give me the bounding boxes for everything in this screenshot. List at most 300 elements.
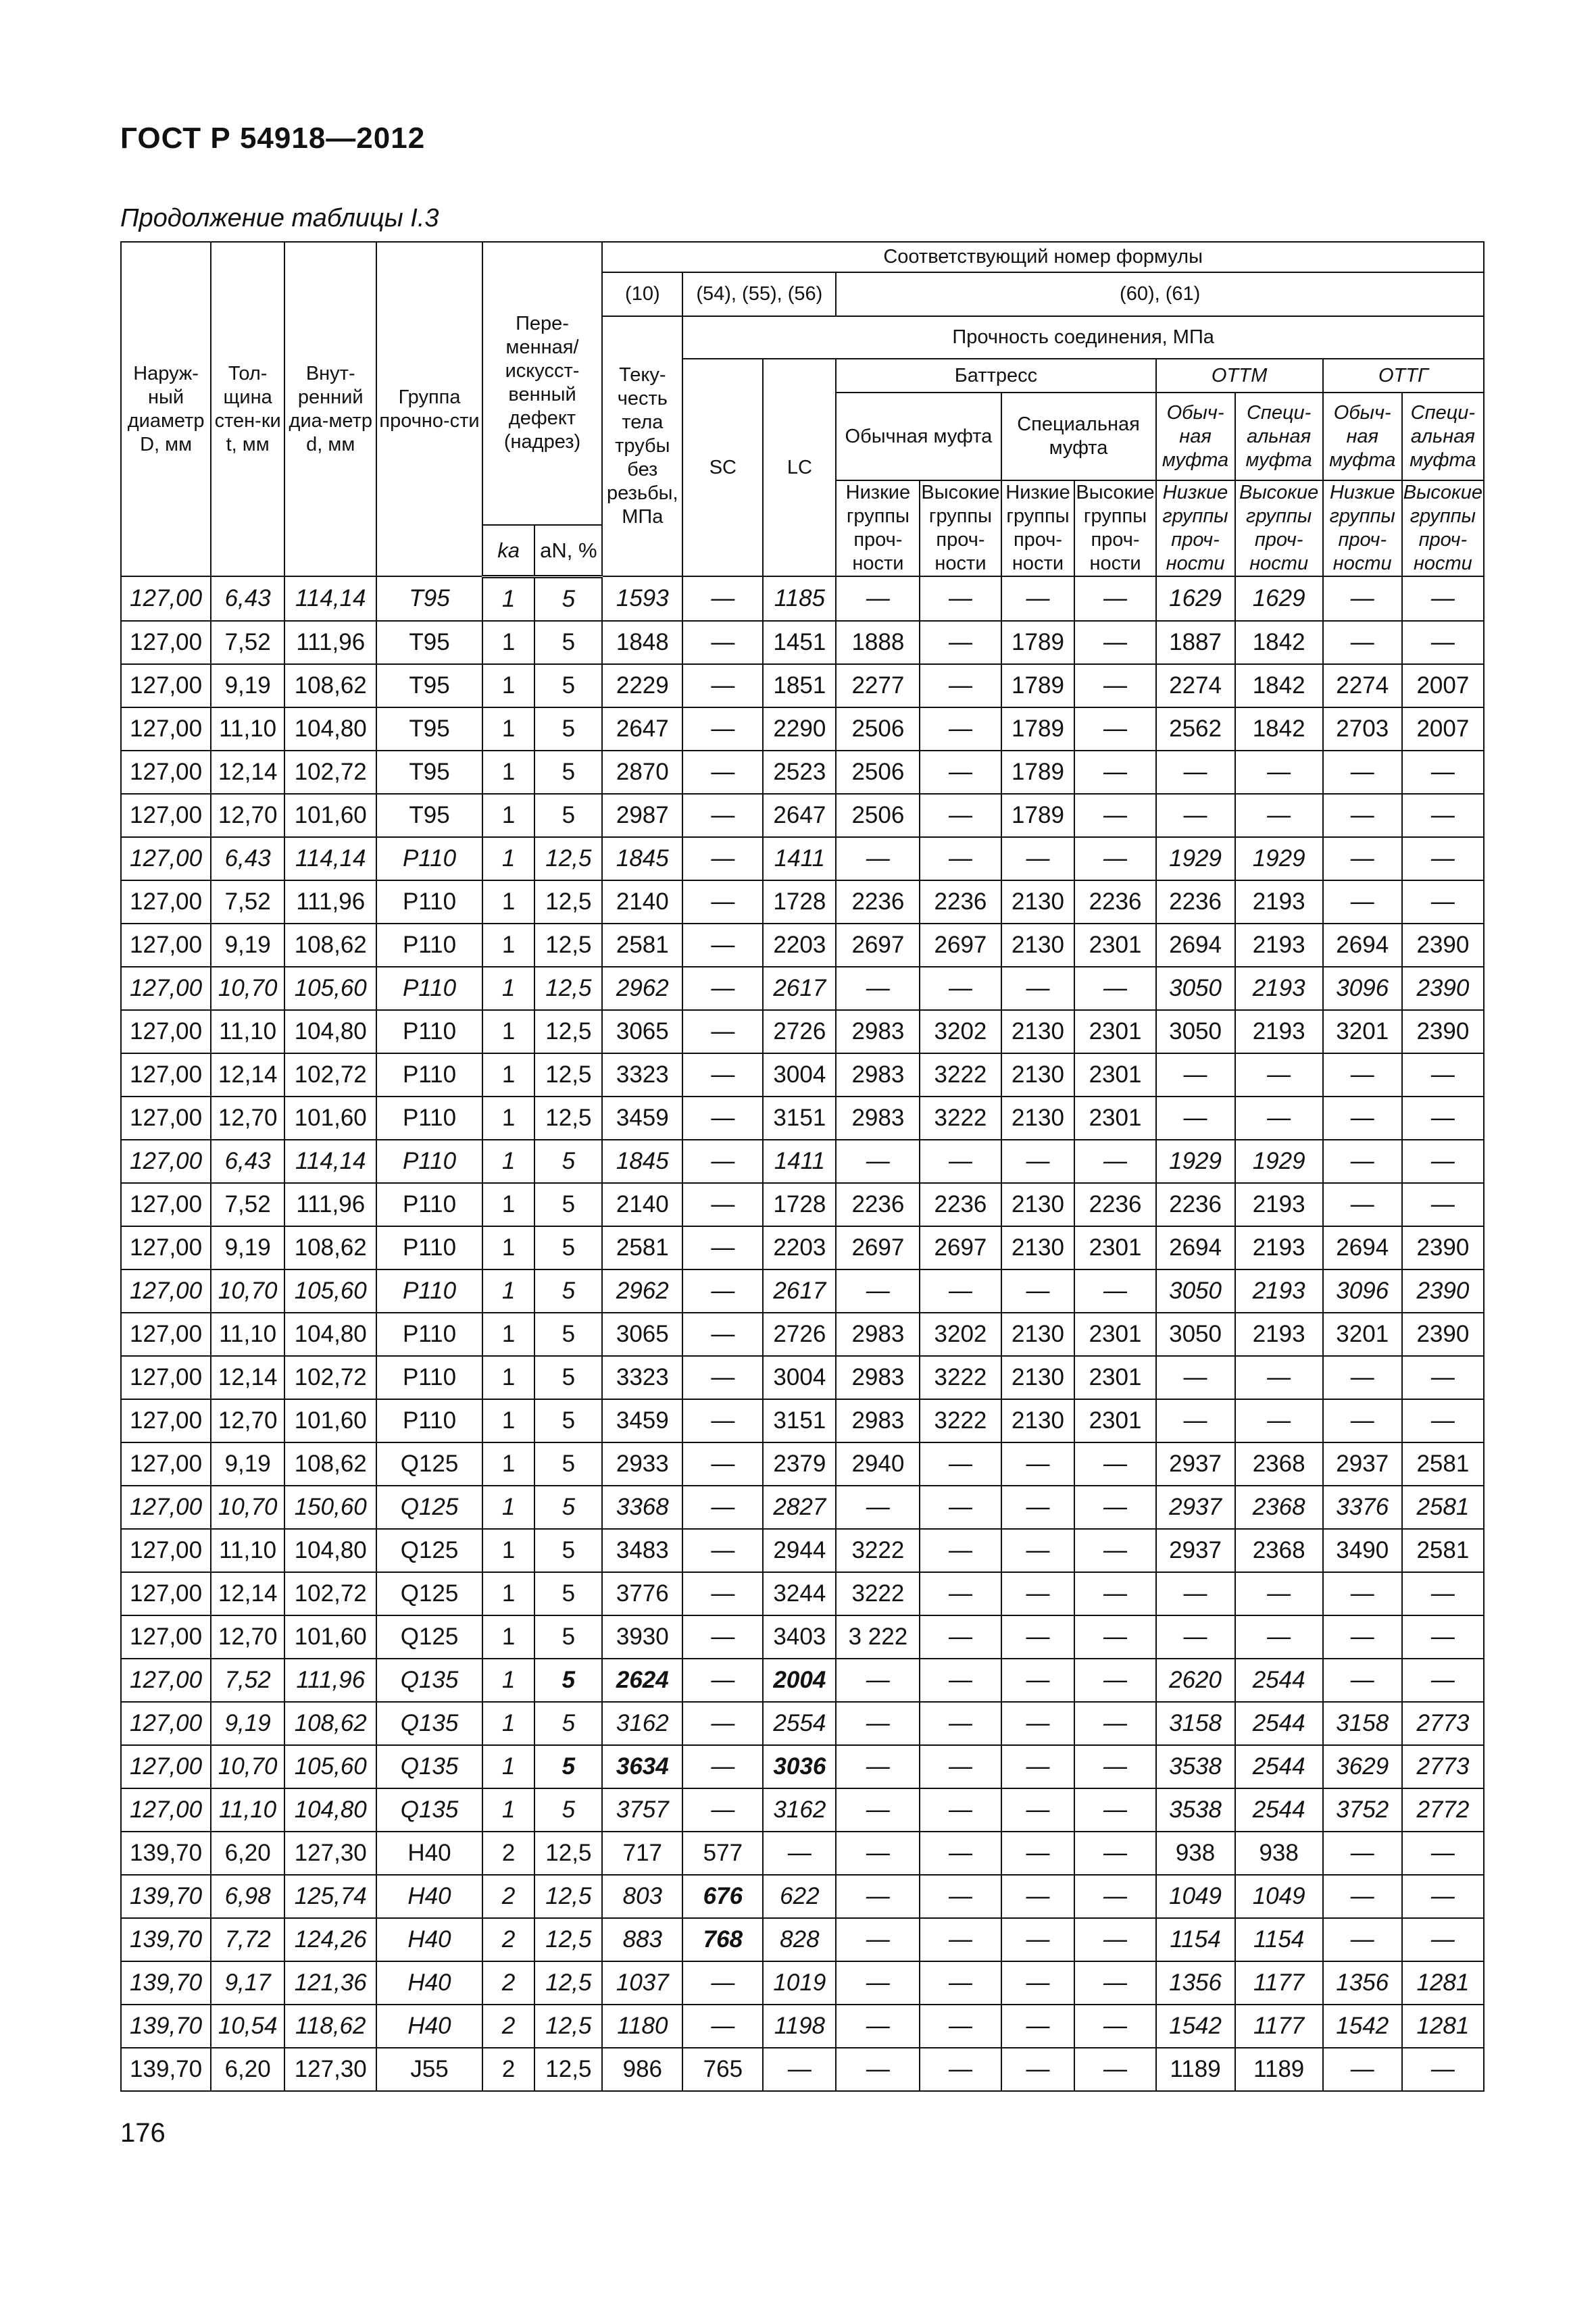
table-row: [121, 1269, 1484, 1313]
table-cell: 2697: [920, 1226, 1001, 1269]
table-cell: 12,5: [534, 1875, 602, 1918]
table-cell: 12,70: [211, 794, 284, 837]
col-header-ottm-special: Специ-альная муфта: [1235, 393, 1323, 480]
table-cell: 2870: [602, 751, 682, 794]
col-header-lc: LC: [763, 359, 836, 576]
table-cell: —: [1074, 576, 1155, 621]
table-cell: 3050: [1156, 1313, 1235, 1356]
table-cell: —: [1074, 794, 1155, 837]
table-cell: —: [682, 1788, 763, 1832]
table-cell: —: [682, 621, 763, 664]
table-cell: P110: [376, 1226, 482, 1269]
table-cell: 1789: [1001, 664, 1075, 707]
table-cell: —: [1402, 576, 1484, 621]
table-cell: 1542: [1323, 2005, 1402, 2048]
table-cell: —: [682, 1140, 763, 1183]
table-cell: —: [1402, 1097, 1484, 1140]
table-cell: 2772: [1402, 1788, 1484, 1832]
table-cell: —: [1074, 2048, 1155, 2091]
table-cell: —: [1001, 1702, 1075, 1745]
table-cell: —: [1001, 1788, 1075, 1832]
table-cell: —: [1402, 1659, 1484, 1702]
table-cell: —: [1074, 1529, 1155, 1572]
table-cell: 2301: [1074, 924, 1155, 967]
table-cell: —: [682, 664, 763, 707]
table-cell: —: [920, 1659, 1001, 1702]
table-cell: 104,80: [284, 1788, 376, 1832]
table-cell: 2140: [602, 1183, 682, 1226]
table-cell: 127,30: [284, 2048, 376, 2091]
table-cell: 2581: [1402, 1442, 1484, 1486]
table-cell: 2983: [836, 1313, 920, 1356]
table-cell: 139,70: [121, 2048, 211, 2091]
table-cell: 1: [482, 794, 535, 837]
table-cell: 127,00: [121, 880, 211, 924]
table-cell: —: [1323, 1875, 1402, 1918]
table-cell: —: [1402, 1053, 1484, 1097]
table-cell: T95: [376, 707, 482, 751]
table-row: [121, 1097, 1484, 1140]
table-cell: 1: [482, 837, 535, 880]
table-cell: 2236: [836, 1183, 920, 1226]
table-cell: —: [1001, 2005, 1075, 2048]
table-cell: 9,19: [211, 1702, 284, 1745]
table-cell: 5: [534, 1572, 602, 1615]
table-cell: 108,62: [284, 664, 376, 707]
table-cell: 2697: [836, 924, 920, 967]
table-cell: 1154: [1156, 1918, 1235, 1961]
table-cell: —: [836, 1832, 920, 1875]
table-cell: 1356: [1156, 1961, 1235, 2005]
table-cell: 12,5: [534, 2005, 602, 2048]
table-cell: 1: [482, 1572, 535, 1615]
table-cell: 3776: [602, 1572, 682, 1615]
table-cell: 3151: [763, 1399, 836, 1442]
table-cell: 2004: [763, 1659, 836, 1702]
table-cell: 2130: [1001, 1183, 1075, 1226]
table-cell: 12,5: [534, 1832, 602, 1875]
table-cell: 1189: [1235, 2048, 1323, 2091]
table-cell: 2: [482, 2005, 535, 2048]
table-cell: 2236: [1156, 880, 1235, 924]
table-cell: 3158: [1323, 1702, 1402, 1745]
table-cell: 2624: [602, 1659, 682, 1702]
table-cell: 2236: [1074, 1183, 1155, 1226]
table-cell: 3459: [602, 1097, 682, 1140]
table-cell: P110: [376, 1010, 482, 1053]
table-cell: 105,60: [284, 967, 376, 1010]
table-cell: 1: [482, 1356, 535, 1399]
table-cell: 10,70: [211, 1745, 284, 1788]
table-row: [121, 967, 1484, 1010]
table-cell: 1: [482, 1788, 535, 1832]
table-cell: P110: [376, 880, 482, 924]
table-cell: —: [1001, 1659, 1075, 1702]
table-cell: 7,72: [211, 1918, 284, 1961]
table-cell: —: [1001, 1961, 1075, 2005]
table-cell: 1: [482, 924, 535, 967]
table-cell: 2: [482, 2048, 535, 2091]
table-cell: 3096: [1323, 967, 1402, 1010]
table-cell: 1842: [1235, 621, 1323, 664]
table-cell: 3036: [763, 1745, 836, 1788]
table-cell: 2368: [1235, 1486, 1323, 1529]
table-cell: 127,00: [121, 1615, 211, 1659]
table-cell: —: [836, 1659, 920, 1702]
table-cell: —: [763, 1832, 836, 1875]
table-cell: —: [920, 2005, 1001, 2048]
table-row: [121, 2005, 1484, 2048]
table-cell: 3222: [836, 1529, 920, 1572]
table-cell: 3757: [602, 1788, 682, 1832]
table-cell: 3483: [602, 1529, 682, 1572]
col-header-wall-thickness: Тол-щина стен-ки t, мм: [211, 242, 284, 576]
table-cell: 127,00: [121, 1269, 211, 1313]
col-header-ottm: ОТТМ: [1156, 359, 1323, 393]
table-cell: H40: [376, 1918, 482, 1961]
table-cell: 2301: [1074, 1053, 1155, 1097]
table-cell: 3752: [1323, 1788, 1402, 1832]
table-cell: 3004: [763, 1053, 836, 1097]
table-cell: H40: [376, 1832, 482, 1875]
table-cell: —: [1323, 1918, 1402, 1961]
table-row: [121, 664, 1484, 707]
table-cell: 127,00: [121, 1226, 211, 1269]
table-cell: 2130: [1001, 1399, 1075, 1442]
table-cell: 1154: [1235, 1918, 1323, 1961]
table-cell: —: [1235, 1615, 1323, 1659]
table-cell: —: [1001, 2048, 1075, 2091]
table-cell: 2140: [602, 880, 682, 924]
table-cell: 12,5: [534, 1097, 602, 1140]
table-cell: 938: [1235, 1832, 1323, 1875]
table-cell: 1037: [602, 1961, 682, 2005]
table-cell: 2130: [1001, 1053, 1075, 1097]
col-header-ottg-special: Специ-альная муфта: [1402, 393, 1484, 480]
table-cell: H40: [376, 1875, 482, 1918]
table-cell: —: [920, 1486, 1001, 1529]
table-cell: 2007: [1402, 707, 1484, 751]
table-cell: 127,00: [121, 794, 211, 837]
table-cell: —: [836, 1702, 920, 1745]
table-cell: 1629: [1235, 576, 1323, 621]
table-cell: 3490: [1323, 1529, 1402, 1572]
table-cell: 108,62: [284, 1226, 376, 1269]
table-cell: 1: [482, 967, 535, 1010]
table-cell: 1: [482, 751, 535, 794]
table-cell: 111,96: [284, 880, 376, 924]
table-cell: P110: [376, 1399, 482, 1442]
table-cell: 938: [1156, 1832, 1235, 1875]
table-caption: Продолжение таблицы I.3: [120, 204, 439, 232]
page-number: 176: [120, 2118, 166, 2148]
table-cell: 3162: [602, 1702, 682, 1745]
table-cell: 5: [534, 794, 602, 837]
table-cell: 3222: [920, 1399, 1001, 1442]
table-cell: —: [1235, 1053, 1323, 1097]
table-cell: —: [1156, 1399, 1235, 1442]
table-cell: 3930: [602, 1615, 682, 1659]
table-cell: —: [682, 1097, 763, 1140]
table-cell: —: [763, 2048, 836, 2091]
table-cell: P110: [376, 924, 482, 967]
table-cell: 6,20: [211, 2048, 284, 2091]
table-cell: —: [920, 1875, 1001, 1918]
table-cell: 986: [602, 2048, 682, 2091]
col-header-body-yield: Теку-честь тела трубы без резьбы, МПа: [602, 316, 682, 576]
table-cell: —: [1323, 1053, 1402, 1097]
table-cell: 121,36: [284, 1961, 376, 2005]
table-cell: —: [1001, 1269, 1075, 1313]
table-cell: 3065: [602, 1010, 682, 1053]
table-cell: 127,00: [121, 1313, 211, 1356]
table-cell: 717: [602, 1832, 682, 1875]
table-cell: —: [1001, 1832, 1075, 1875]
table-cell: P110: [376, 1183, 482, 1226]
table-cell: 2390: [1402, 1226, 1484, 1269]
table-cell: 127,00: [121, 1399, 211, 1442]
table-cell: 9,19: [211, 1226, 284, 1269]
table-cell: —: [1074, 1875, 1155, 1918]
table-cell: —: [1402, 1875, 1484, 1918]
table-cell: —: [682, 1486, 763, 1529]
table-cell: 127,30: [284, 1832, 376, 1875]
table-cell: 2193: [1235, 967, 1323, 1010]
table-cell: 3376: [1323, 1486, 1402, 1529]
table-cell: —: [836, 1745, 920, 1788]
table-cell: —: [682, 1399, 763, 1442]
table-cell: 12,5: [534, 837, 602, 880]
table-cell: —: [1001, 576, 1075, 621]
table-cell: —: [682, 1961, 763, 2005]
col-header-ka: kа: [482, 525, 535, 576]
table-cell: —: [1402, 880, 1484, 924]
table-cell: 11,10: [211, 707, 284, 751]
table-cell: —: [1001, 837, 1075, 880]
table-cell: —: [682, 707, 763, 751]
table-cell: 2523: [763, 751, 836, 794]
table-cell: 1789: [1001, 751, 1075, 794]
col-header-high-group: Высокие группы проч-ности: [920, 480, 1001, 576]
table-cell: 1: [482, 1269, 535, 1313]
table-cell: —: [1323, 1140, 1402, 1183]
table-cell: 2274: [1156, 664, 1235, 707]
table-cell: 3201: [1323, 1313, 1402, 1356]
table-cell: —: [1323, 2048, 1402, 2091]
table-cell: 7,52: [211, 1659, 284, 1702]
table-cell: 1845: [602, 1140, 682, 1183]
table-cell: —: [920, 576, 1001, 621]
table-cell: Q125: [376, 1486, 482, 1529]
table-cell: 2562: [1156, 707, 1235, 751]
col-header-defect: Пере-менная/ искусст-венный дефект (надрез): [482, 242, 603, 525]
table-cell: 2647: [602, 707, 682, 751]
table-cell: —: [682, 837, 763, 880]
table-cell: 3222: [836, 1572, 920, 1615]
table-cell: 124,26: [284, 1918, 376, 1961]
col-header-low-group: Низкие группы проч-ности: [836, 480, 920, 576]
table-cell: 1542: [1156, 2005, 1235, 2048]
table-cell: 2390: [1402, 1313, 1484, 1356]
table-cell: 12,70: [211, 1399, 284, 1442]
table-row: [121, 1572, 1484, 1615]
col-header-strength-group: Группа прочно-сти: [376, 242, 482, 576]
table-cell: 2983: [836, 1399, 920, 1442]
table-cell: 1: [482, 1442, 535, 1486]
table-cell: 2581: [1402, 1486, 1484, 1529]
table-cell: 6,43: [211, 837, 284, 880]
table-cell: 9,19: [211, 924, 284, 967]
table-cell: —: [1323, 837, 1402, 880]
table-cell: —: [836, 967, 920, 1010]
table-cell: —: [1323, 1659, 1402, 1702]
table-cell: —: [1074, 1832, 1155, 1875]
table-cell: 3222: [920, 1053, 1001, 1097]
table-cell: —: [920, 1572, 1001, 1615]
table-row: [121, 1226, 1484, 1269]
table-cell: 2827: [763, 1486, 836, 1529]
table-cell: —: [682, 794, 763, 837]
table-row: [121, 1486, 1484, 1529]
table-cell: 2983: [836, 1010, 920, 1053]
table-cell: 2229: [602, 664, 682, 707]
table-cell: 5: [534, 1486, 602, 1529]
table-cell: 1281: [1402, 2005, 1484, 2048]
table-cell: 127,00: [121, 837, 211, 880]
table-cell: 1842: [1235, 707, 1323, 751]
table-cell: 102,72: [284, 1053, 376, 1097]
table-cell: —: [682, 1529, 763, 1572]
table-cell: —: [1074, 967, 1155, 1010]
table-cell: 2130: [1001, 1356, 1075, 1399]
table-cell: —: [1001, 1875, 1075, 1918]
table-cell: 127,00: [121, 576, 211, 621]
table-cell: 5: [534, 1269, 602, 1313]
table-cell: 127,00: [121, 621, 211, 664]
table-cell: 3201: [1323, 1010, 1402, 1053]
table-cell: 1: [482, 1399, 535, 1442]
table-cell: 1593: [602, 576, 682, 621]
table-cell: —: [1402, 1399, 1484, 1442]
table-cell: 102,72: [284, 1572, 376, 1615]
col-header-low-group: Низкие группы проч-ности: [1156, 480, 1235, 576]
table-cell: 12,14: [211, 1572, 284, 1615]
table-cell: 139,70: [121, 1832, 211, 1875]
table-cell: 12,5: [534, 2048, 602, 2091]
col-header-special-coupling: Специальная муфта: [1001, 393, 1156, 480]
col-header-ottg-regular: Обыч-ная муфта: [1323, 393, 1402, 480]
table-cell: 2554: [763, 1702, 836, 1745]
table-row: [121, 1875, 1484, 1918]
table-cell: 102,72: [284, 1356, 376, 1399]
table-cell: 676: [682, 1875, 763, 1918]
table-cell: 2697: [836, 1226, 920, 1269]
table-cell: 2193: [1235, 924, 1323, 967]
table-cell: 2193: [1235, 1010, 1323, 1053]
table-cell: —: [1323, 621, 1402, 664]
table-cell: 108,62: [284, 1442, 376, 1486]
table-row: [121, 2048, 1484, 2091]
table-cell: —: [920, 1961, 1001, 2005]
table-cell: —: [1074, 664, 1155, 707]
table-cell: —: [836, 2048, 920, 2091]
table-cell: 2987: [602, 794, 682, 837]
table-cell: 1: [482, 1226, 535, 1269]
table-cell: 1728: [763, 880, 836, 924]
table-cell: —: [682, 1745, 763, 1788]
table-cell: 9,17: [211, 1961, 284, 2005]
table-cell: 2236: [836, 880, 920, 924]
table-cell: 3403: [763, 1615, 836, 1659]
table-cell: 2193: [1235, 1183, 1323, 1226]
table-cell: 2506: [836, 707, 920, 751]
table-cell: 3158: [1156, 1702, 1235, 1745]
table-cell: P110: [376, 1313, 482, 1356]
table-cell: 803: [602, 1875, 682, 1918]
table-cell: 2: [482, 1875, 535, 1918]
table-cell: 127,00: [121, 1140, 211, 1183]
table-cell: 111,96: [284, 1183, 376, 1226]
table-cell: H40: [376, 1961, 482, 2005]
table-cell: 114,14: [284, 576, 376, 621]
table-cell: —: [920, 1442, 1001, 1486]
table-row: [121, 1961, 1484, 2005]
table-cell: 2236: [920, 1183, 1001, 1226]
table-cell: 1851: [763, 664, 836, 707]
table-cell: Q125: [376, 1529, 482, 1572]
table-cell: 1281: [1402, 1961, 1484, 2005]
table-cell: 7,52: [211, 621, 284, 664]
table-cell: —: [1074, 1442, 1155, 1486]
table-cell: 1: [482, 1053, 535, 1097]
pipe-strength-table: [120, 241, 1485, 2092]
table-cell: 150,60: [284, 1486, 376, 1529]
table-cell: 5: [534, 576, 602, 621]
table-cell: 127,00: [121, 1356, 211, 1399]
table-cell: 2390: [1402, 1010, 1484, 1053]
table-cell: —: [1156, 1572, 1235, 1615]
table-cell: 5: [534, 1788, 602, 1832]
table-cell: 10,54: [211, 2005, 284, 2048]
col-header-regular-coupling: Обычная муфта: [836, 393, 1001, 480]
table-cell: 127,00: [121, 1745, 211, 1788]
table-cell: 2: [482, 1918, 535, 1961]
table-cell: —: [1074, 1961, 1155, 2005]
table-cell: T95: [376, 576, 482, 621]
table-cell: 2983: [836, 1097, 920, 1140]
col-header-an: aN, %: [534, 525, 602, 576]
table-cell: 104,80: [284, 1529, 376, 1572]
table-cell: 3 222: [836, 1615, 920, 1659]
table-cell: —: [682, 1010, 763, 1053]
table-cell: 6,43: [211, 576, 284, 621]
table-body: [121, 576, 1484, 2091]
table-cell: 12,5: [534, 1010, 602, 1053]
table-cell: 104,80: [284, 1010, 376, 1053]
table-cell: —: [836, 576, 920, 621]
table-cell: 7,52: [211, 880, 284, 924]
table-cell: —: [1001, 1529, 1075, 1572]
table-cell: —: [1001, 1745, 1075, 1788]
table-cell: 1: [482, 707, 535, 751]
table-cell: 2703: [1323, 707, 1402, 751]
table-cell: 2726: [763, 1010, 836, 1053]
table-cell: 1177: [1235, 2005, 1323, 2048]
table-cell: —: [682, 1053, 763, 1097]
table-cell: —: [836, 1918, 920, 1961]
table-cell: —: [682, 967, 763, 1010]
table-cell: 10,70: [211, 1486, 284, 1529]
